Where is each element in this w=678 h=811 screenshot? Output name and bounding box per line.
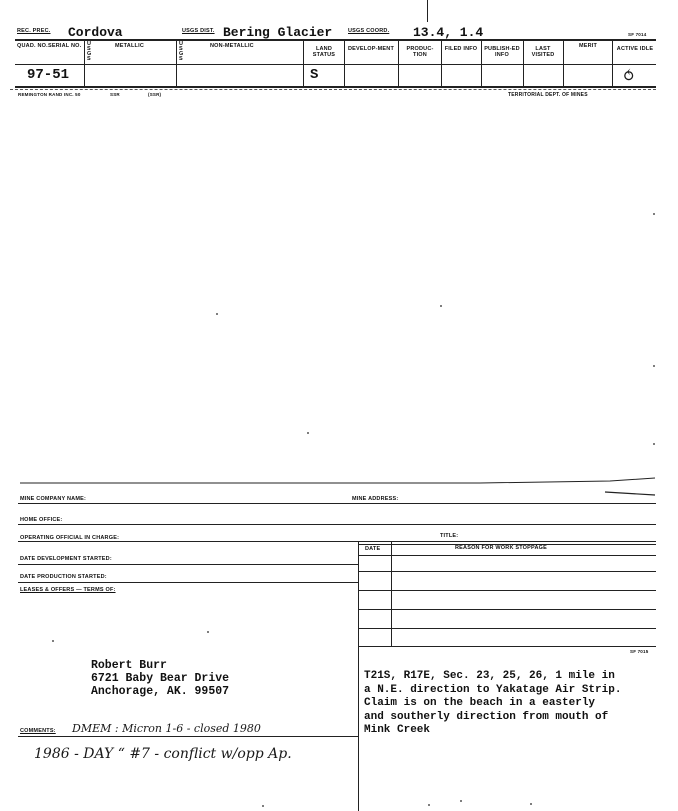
column-header-rule [15,64,656,65]
usgs-coord-label: USGS COORD. [348,28,390,34]
usgs-a-header: U S G S [87,41,92,62]
handwritten-comment-1: DMEM : Micron 1-6 - closed 1980 [72,722,261,735]
owner-line: Anchorage, AK. 99507 [91,685,230,698]
leases-label: LEASES & OFFERS — TERMS OF: [20,587,116,593]
land-status-value: S [310,67,319,83]
stoppage-row-rule [358,555,656,556]
operating-official-label: OPERATING OFFICIAL IN CHARGE: [20,535,120,541]
department-imprint: TERRITORIAL DEPT. OF MINES [508,92,588,98]
scan-speck [460,800,462,802]
scan-speck [440,305,442,307]
active-check-mark: ⥀ [622,66,636,85]
col-divider [344,40,345,86]
date-dev-rule [18,564,358,565]
quad-serial-value: 97-51 [27,67,70,83]
owner-line: Robert Burr [91,659,167,672]
usgs-coord-value: 13.4, 1.4 [413,25,484,40]
scan-speck [428,804,430,806]
filed-info-header: FILED INFO [444,46,478,52]
stoppage-row-rule [358,628,656,629]
production-header: PRODUC-TION [406,46,434,58]
comments-rule [18,736,358,737]
published-info-header: PUBLISH-ED INFO [484,46,520,58]
scan-speck [207,631,209,633]
scan-speck [307,432,309,434]
scan-speck [216,313,218,315]
non-metallic-header: NON-METALLIC [210,43,254,49]
official-rule [18,541,656,542]
development-header: DEVELOP-MENT [347,46,395,52]
owner-address-block [91,659,229,698]
location-line: and southerly direction from mouth of [364,710,609,723]
reason-header: REASON FOR WORK STOPPAGE [455,545,547,551]
crop-mark [427,0,428,22]
land-status-header: LAND STATUS [312,46,336,58]
card-edge-scan [0,470,678,500]
date-production-label: DATE PRODUCTION STARTED: [20,574,107,580]
location-description [364,670,621,738]
bottom-form-number: SF 7015 [630,649,649,654]
usgs-b-header: U S G S [179,41,184,62]
last-visited-header: LAST VISITED [531,46,555,58]
table-bottom-rule [15,86,656,88]
title-label: TITLE: [440,533,459,539]
location-line: a N.E. direction to Yakatage Air Strip. [364,683,622,696]
col-divider [441,40,442,86]
scan-speck [653,365,655,367]
comments-label: COMMENTS: [20,728,56,734]
usgs-dist-label: USGS DIST. [182,28,215,34]
scan-speck [52,640,54,642]
right-panel-divider [358,541,359,811]
col-divider [303,40,304,86]
merit-header: MERIT [578,43,598,49]
date-development-label: DATE DEVELOPMENT STARTED: [20,556,112,562]
col-divider [563,40,564,86]
col-divider [523,40,524,86]
stoppage-row-rule [358,646,656,647]
col-divider [398,40,399,86]
usgs-dist-value: Bering Glacier [223,25,333,40]
location-line: Mink Creek [364,724,431,736]
printer-imprint: REMINGTON RAND INC. 50 [18,92,81,97]
top-form-number: SF 7014 [628,32,647,37]
scan-speck [653,213,655,215]
perforation [10,89,656,90]
stoppage-row-rule [358,609,656,610]
mine-company-label: MINE COMPANY NAME: [20,496,87,502]
active-idle-header: ACTIVE IDLE [616,46,654,52]
scan-speck [530,803,532,805]
rec-prec-label: REC. PREC. [17,28,51,34]
home-office-rule [18,524,656,525]
date-header: DATE [365,546,381,552]
metallic-header: METALLIC [115,43,144,49]
home-office-label: HOME OFFICE: [20,517,63,523]
col-divider [612,40,613,86]
quad-no-header: QUAD. NO. [17,43,48,49]
col-divider [84,40,85,86]
stoppage-row-rule [358,590,656,591]
location-line: Claim is on the beach in a easterly [364,697,596,709]
handwritten-comment-2: 1986 - DAY “ #7 - conflict w/opp Ap. [34,746,292,762]
printer-code-b: (SSR) [148,92,162,97]
serial-no-header: SERIAL NO. [48,43,82,49]
mine-address-label: MINE ADDRESS: [352,496,399,502]
date-column-divider [391,541,392,646]
col-divider [481,40,482,86]
date-prod-rule [18,582,358,583]
printer-code-a: SSR [110,92,120,97]
owner-line: 6721 Baby Bear Drive [91,672,230,685]
scan-speck [262,805,264,807]
scan-speck [653,443,655,445]
stoppage-row-rule [358,571,656,572]
rec-prec-value: Cordova [68,25,123,40]
company-rule [18,503,656,504]
col-divider [176,40,177,86]
location-line: T21S, R17E, Sec. 23, 25, 26, 1 mile in [364,670,615,682]
